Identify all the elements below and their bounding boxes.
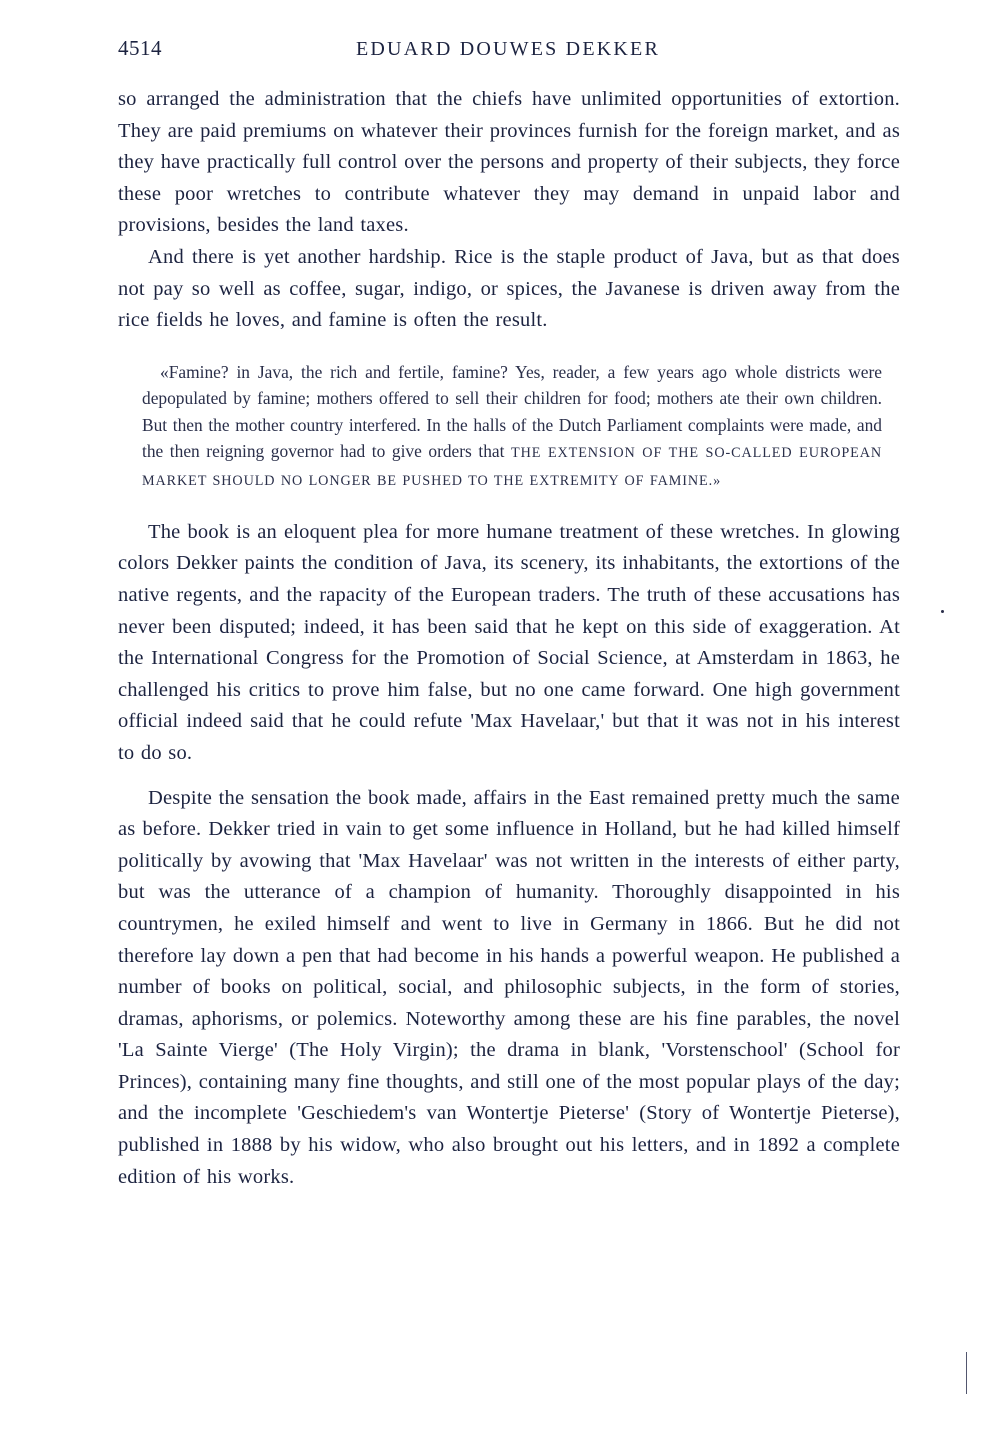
quote-main-text: «Famine? in Java, the rich and fertile, famine? Yes, reader, a few years ago whole districts were depopulated by famine; mothers offered to sell their children for food; mothers ate their own children. But then the mother country interfered. In the halls of the Dutch Parliament complaints were made, and the then reigning governor had to give orders that bbox=[142, 361, 882, 461]
paragraph-spacer bbox=[118, 770, 900, 783]
margin-dot-mark bbox=[941, 610, 944, 613]
page-number: 4514 bbox=[118, 36, 162, 60]
page-header bbox=[118, 36, 898, 64]
paragraph-rice: And there is yet another hardship. Rice is the staple product of Java, but as that does not pay so well as coffee, sugar, indigo, or spices, the Javanese is driven away from the rice fields he loves, and famine is often the result. bbox=[118, 245, 900, 332]
paragraph-continued: so arranged the administration that the chiefs have unlimited opportunities of extortion. They are paid premiums on whatever their provinces furnish for the foreign market, and as they have practically full control over the persons and property of their subjects, they force these poor wretches to contribute whatever they may demand in unpaid labor and provisions, besides the land taxes. bbox=[118, 88, 900, 237]
page-body bbox=[118, 84, 900, 1193]
quote-close-mark: » bbox=[713, 473, 722, 490]
quote-smallcaps-text: THE EXTENSION OF THE SO-CALLED EUROPEAN MARKET SHOULD NO LONGER BE PUSHED TO THE EXTREMITY OF FAMINE. bbox=[142, 444, 882, 490]
running-head: EDUARD DOUWES DEKKER bbox=[356, 38, 660, 60]
page-edge-mark bbox=[966, 1352, 967, 1394]
paragraph-book-plea: The book is an eloquent plea for more humane treatment of these wretches. In glowing colors Dekker paints the condition of Java, its scenery, its inhabitants, the extortions of the native regents, and the rapacity of the European traders. The truth of these accusations has never been disputed; indeed, it has been said that he kept on this side of exaggeration. At the International Congress for the Promotion of Social Science, at Amsterdam in 1863, he challenged his critics to prove him false, but no one came forward. One high government official indeed said that he could refute 'Max Havelaar,' but that it was not in his interest to do so. bbox=[118, 520, 900, 764]
paragraph-sensation: Despite the sensation the book made, affairs in the East remained pretty much the same as before. Dekker tried in vain to get some influence in Holland, but he had killed himself politically by avowing that 'Max Havelaar' was not written in the interests of either party, but was the utterance of a champion of humanity. Thoroughly disappointed in his countrymen, he exiled himself and went to live in Germany in 1866. But he did not therefore lay down a pen that had become in his hands a powerful weapon. He published a number of books on political, social, and philosophic subjects, in the form of stories, dramas, aphorisms, or polemics. Noteworthy among these are his fine parables, the novel 'La Sainte Vierge' (The Holy Virgin); the drama in blank, 'Vorstenschool' (School for Princes), containing many fine thoughts, and still one of the most popular plays of the day; and the incomplete 'Geschiedem's van Wontertje Pieterse' (Story of Wontertje Pieterse), published in 1888 by his widow, who also brought out his letters, and in 1892 a complete edition of his works. bbox=[118, 786, 900, 1188]
block-quote-text bbox=[142, 359, 882, 495]
block-quote bbox=[118, 359, 900, 495]
